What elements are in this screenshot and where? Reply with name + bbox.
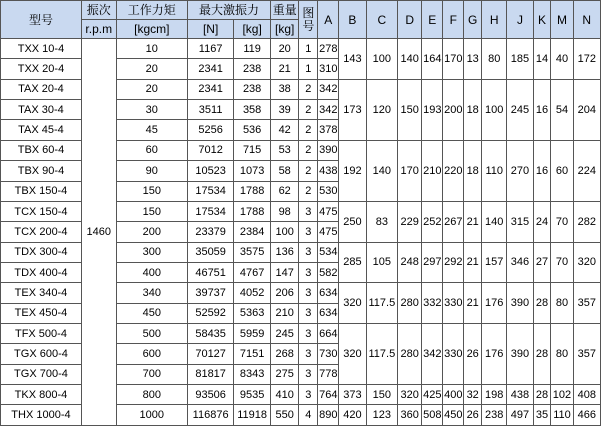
model-cell: TKX 800-4 xyxy=(1,385,82,405)
model-cell: THX 1000-4 xyxy=(1,405,82,426)
dim-J-cell: 497 xyxy=(507,405,533,426)
header-weight-unit: [kg] xyxy=(271,20,299,39)
dim-G-cell: 21 xyxy=(464,283,482,324)
dim-B-cell: 173 xyxy=(339,79,366,140)
model-cell: TGX 700-4 xyxy=(1,364,82,384)
dim-F-cell: 292 xyxy=(443,242,464,283)
dim-H-cell: 100 xyxy=(482,79,507,140)
header-dim-A: A xyxy=(318,1,339,39)
dim-E-cell: 508 xyxy=(422,405,443,426)
dim-A-cell: 342 xyxy=(318,100,339,120)
figure-cell: 2 xyxy=(299,120,318,140)
dim-A-cell: 634 xyxy=(318,283,339,303)
force-n-cell: 2341 xyxy=(188,79,234,99)
weight-cell: 210 xyxy=(271,303,299,323)
figure-cell: 4 xyxy=(299,405,318,426)
model-cell: TXX 20-4 xyxy=(1,59,82,79)
rpm-value-cell: 1460 xyxy=(81,39,116,426)
header-dim-K: K xyxy=(533,1,551,39)
dim-D-cell: 248 xyxy=(398,242,422,283)
working-moment-cell: 150 xyxy=(116,201,187,221)
dim-C-cell: 117.5 xyxy=(366,283,398,324)
dim-C-cell: 83 xyxy=(366,201,398,242)
model-cell: TAX 20-4 xyxy=(1,79,82,99)
dim-K-cell: 28 xyxy=(533,385,551,405)
working-moment-cell: 600 xyxy=(116,344,187,364)
force-n-cell: 10523 xyxy=(188,161,234,181)
dim-C-cell: 105 xyxy=(366,242,398,283)
weight-cell: 410 xyxy=(271,385,299,405)
dim-E-cell: 297 xyxy=(422,242,443,283)
weight-cell: 268 xyxy=(271,344,299,364)
dim-A-cell: 890 xyxy=(318,405,339,426)
force-n-cell: 23379 xyxy=(188,222,234,242)
dim-A-cell: 534 xyxy=(318,242,339,262)
weight-cell: 42 xyxy=(271,120,299,140)
weight-cell: 58 xyxy=(271,161,299,181)
dim-E-cell: 252 xyxy=(422,201,443,242)
table-row xyxy=(1,39,601,59)
dim-G-cell: 18 xyxy=(464,140,482,201)
dim-D-cell: 229 xyxy=(398,201,422,242)
dim-G-cell: 18 xyxy=(464,79,482,140)
header-dim-E: E xyxy=(422,1,443,39)
dim-A-cell: 634 xyxy=(318,303,339,323)
dim-F-cell: 200 xyxy=(443,79,464,140)
model-cell: TAX 45-4 xyxy=(1,120,82,140)
dim-E-cell: 193 xyxy=(422,79,443,140)
force-n-cell: 3511 xyxy=(188,100,234,120)
model-cell: TFX 500-4 xyxy=(1,324,82,344)
dim-B-cell: 143 xyxy=(339,39,366,80)
working-moment-cell: 10 xyxy=(116,39,187,59)
dim-N-cell: 357 xyxy=(573,324,600,385)
weight-cell: 21 xyxy=(271,59,299,79)
dim-N-cell: 466 xyxy=(573,405,600,426)
figure-cell: 3 xyxy=(299,222,318,242)
header-max-force-unit-n: [N] xyxy=(188,20,234,39)
force-n-cell: 70127 xyxy=(188,344,234,364)
dim-H-cell: 80 xyxy=(482,39,507,80)
dim-B-cell: 250 xyxy=(339,201,366,242)
force-n-cell: 17534 xyxy=(188,201,234,221)
dim-C-cell: 100 xyxy=(366,39,398,80)
weight-cell: 206 xyxy=(271,283,299,303)
dim-M-cell: 70 xyxy=(551,242,573,283)
dim-D-cell: 170 xyxy=(398,140,422,201)
header-working-moment-unit: [kgcm] xyxy=(116,20,187,39)
dim-K-cell: 24 xyxy=(533,201,551,242)
dim-E-cell: 210 xyxy=(422,140,443,201)
figure-cell: 2 xyxy=(299,161,318,181)
dim-N-cell: 357 xyxy=(573,283,600,324)
dim-K-cell: 28 xyxy=(533,283,551,324)
force-kg-cell: 7151 xyxy=(234,344,271,364)
header-figure-label: 图号 xyxy=(302,5,315,33)
figure-cell: 3 xyxy=(299,385,318,405)
dim-A-cell: 438 xyxy=(318,161,339,181)
dim-B-cell: 285 xyxy=(339,242,366,283)
dim-A-cell: 764 xyxy=(318,385,339,405)
working-moment-cell: 200 xyxy=(116,222,187,242)
force-kg-cell: 4052 xyxy=(234,283,271,303)
header-dim-J: J xyxy=(507,1,533,39)
dim-E-cell: 332 xyxy=(422,283,443,324)
working-moment-cell: 30 xyxy=(116,100,187,120)
dim-K-cell: 27 xyxy=(533,242,551,283)
dim-D-cell: 360 xyxy=(398,405,422,426)
model-cell: TGX 600-4 xyxy=(1,344,82,364)
dim-A-cell: 582 xyxy=(318,262,339,282)
dim-A-cell: 278 xyxy=(318,39,339,59)
dim-H-cell: 176 xyxy=(482,283,507,324)
dim-J-cell: 438 xyxy=(507,385,533,405)
header-dim-B: B xyxy=(339,1,366,39)
dim-K-cell: 16 xyxy=(533,79,551,140)
dim-J-cell: 390 xyxy=(507,283,533,324)
force-n-cell: 52592 xyxy=(188,303,234,323)
weight-cell: 53 xyxy=(271,140,299,160)
dim-F-cell: 400 xyxy=(443,385,464,405)
force-kg-cell: 238 xyxy=(234,59,271,79)
dim-G-cell: 13 xyxy=(464,39,482,80)
dim-B-cell: 192 xyxy=(339,140,366,201)
model-cell: TAX 30-4 xyxy=(1,100,82,120)
dim-B-cell: 320 xyxy=(339,324,366,385)
header-max-force: 最大激振力 xyxy=(188,1,271,20)
figure-cell: 3 xyxy=(299,262,318,282)
dim-J-cell: 270 xyxy=(507,140,533,201)
header-dim-F: F xyxy=(443,1,464,39)
force-kg-cell: 1073 xyxy=(234,161,271,181)
dim-D-cell: 320 xyxy=(398,385,422,405)
force-n-cell: 35059 xyxy=(188,242,234,262)
weight-cell: 275 xyxy=(271,364,299,384)
dim-J-cell: 346 xyxy=(507,242,533,283)
dim-G-cell: 21 xyxy=(464,201,482,242)
header-figure xyxy=(299,1,318,39)
figure-cell: 2 xyxy=(299,181,318,201)
dim-C-cell: 140 xyxy=(366,140,398,201)
dim-A-cell: 664 xyxy=(318,324,339,344)
force-n-cell: 93506 xyxy=(188,385,234,405)
model-cell: TDX 300-4 xyxy=(1,242,82,262)
force-kg-cell: 5959 xyxy=(234,324,271,344)
model-cell: TXX 10-4 xyxy=(1,39,82,59)
figure-cell: 1 xyxy=(299,59,318,79)
dim-C-cell: 117.5 xyxy=(366,324,398,385)
force-kg-cell: 715 xyxy=(234,140,271,160)
force-kg-cell: 3575 xyxy=(234,242,271,262)
model-cell: TBX 90-4 xyxy=(1,161,82,181)
weight-cell: 100 xyxy=(271,222,299,242)
dim-M-cell: 102 xyxy=(551,385,573,405)
dim-G-cell: 26 xyxy=(464,324,482,385)
force-kg-cell: 8343 xyxy=(234,364,271,384)
working-moment-cell: 20 xyxy=(116,79,187,99)
header-weight: 重量 xyxy=(271,1,299,20)
dim-G-cell: 26 xyxy=(464,405,482,426)
working-moment-cell: 90 xyxy=(116,161,187,181)
force-kg-cell: 9535 xyxy=(234,385,271,405)
working-moment-cell: 60 xyxy=(116,140,187,160)
force-kg-cell: 1788 xyxy=(234,201,271,221)
dim-J-cell: 245 xyxy=(507,79,533,140)
dim-C-cell: 150 xyxy=(366,385,398,405)
dim-M-cell: 110 xyxy=(551,405,573,426)
force-kg-cell: 2384 xyxy=(234,222,271,242)
force-kg-cell: 1788 xyxy=(234,181,271,201)
working-moment-cell: 20 xyxy=(116,59,187,79)
dim-K-cell: 16 xyxy=(533,140,551,201)
dim-F-cell: 170 xyxy=(443,39,464,80)
working-moment-cell: 450 xyxy=(116,303,187,323)
dim-N-cell: 204 xyxy=(573,79,600,140)
dim-G-cell: 21 xyxy=(464,242,482,283)
header-model: 型号 xyxy=(1,1,82,39)
force-n-cell: 5256 xyxy=(188,120,234,140)
figure-cell: 3 xyxy=(299,303,318,323)
force-n-cell: 116876 xyxy=(188,405,234,426)
dim-A-cell: 730 xyxy=(318,344,339,364)
figure-cell: 2 xyxy=(299,100,318,120)
dim-A-cell: 310 xyxy=(318,59,339,79)
figure-cell: 3 xyxy=(299,364,318,384)
header-rpm: 振次 xyxy=(81,1,116,20)
figure-cell: 1 xyxy=(299,39,318,59)
dim-F-cell: 450 xyxy=(443,405,464,426)
dim-B-cell: 373 xyxy=(339,385,366,405)
dim-M-cell: 80 xyxy=(551,283,573,324)
figure-cell: 3 xyxy=(299,242,318,262)
dim-B-cell: 420 xyxy=(339,405,366,426)
dim-E-cell: 164 xyxy=(422,39,443,80)
header-rpm-unit: r.p.m xyxy=(81,20,116,39)
dim-H-cell: 176 xyxy=(482,324,507,385)
force-n-cell: 17534 xyxy=(188,181,234,201)
figure-cell: 2 xyxy=(299,79,318,99)
dim-N-cell: 282 xyxy=(573,201,600,242)
header-dim-N: N xyxy=(573,1,600,39)
dim-J-cell: 185 xyxy=(507,39,533,80)
model-cell: TBX 60-4 xyxy=(1,140,82,160)
model-cell: TCX 200-4 xyxy=(1,222,82,242)
working-moment-cell: 1000 xyxy=(116,405,187,426)
dim-A-cell: 390 xyxy=(318,140,339,160)
working-moment-cell: 500 xyxy=(116,324,187,344)
dim-N-cell: 320 xyxy=(573,242,600,283)
dim-K-cell: 35 xyxy=(533,405,551,426)
header-max-force-unit-kg: [kg] xyxy=(234,20,271,39)
working-moment-cell: 300 xyxy=(116,242,187,262)
dim-K-cell: 14 xyxy=(533,39,551,80)
force-kg-cell: 536 xyxy=(234,120,271,140)
dim-B-cell: 320 xyxy=(339,283,366,324)
dim-F-cell: 330 xyxy=(443,283,464,324)
working-moment-cell: 400 xyxy=(116,262,187,282)
force-kg-cell: 119 xyxy=(234,39,271,59)
dim-D-cell: 140 xyxy=(398,39,422,80)
dim-M-cell: 70 xyxy=(551,201,573,242)
dim-N-cell: 408 xyxy=(573,385,600,405)
force-kg-cell: 358 xyxy=(234,100,271,120)
model-cell: TEX 340-4 xyxy=(1,283,82,303)
force-n-cell: 2341 xyxy=(188,59,234,79)
dim-N-cell: 172 xyxy=(573,39,600,80)
force-n-cell: 7012 xyxy=(188,140,234,160)
force-n-cell: 58435 xyxy=(188,324,234,344)
dim-D-cell: 280 xyxy=(398,283,422,324)
header-working-moment: 工作力矩 xyxy=(116,1,187,20)
dim-A-cell: 530 xyxy=(318,181,339,201)
dim-G-cell: 32 xyxy=(464,385,482,405)
dim-E-cell: 342 xyxy=(422,324,443,385)
force-kg-cell: 11918 xyxy=(234,405,271,426)
working-moment-cell: 700 xyxy=(116,364,187,384)
dim-H-cell: 110 xyxy=(482,140,507,201)
figure-cell: 2 xyxy=(299,140,318,160)
spec-table-body xyxy=(1,39,601,426)
dim-M-cell: 40 xyxy=(551,39,573,80)
model-cell: TCX 150-4 xyxy=(1,201,82,221)
working-moment-cell: 45 xyxy=(116,120,187,140)
force-n-cell: 46751 xyxy=(188,262,234,282)
weight-cell: 550 xyxy=(271,405,299,426)
dim-D-cell: 280 xyxy=(398,324,422,385)
dim-A-cell: 378 xyxy=(318,120,339,140)
header-dim-G: G xyxy=(464,1,482,39)
weight-cell: 245 xyxy=(271,324,299,344)
header-dim-D: D xyxy=(398,1,422,39)
figure-cell: 3 xyxy=(299,324,318,344)
dim-J-cell: 390 xyxy=(507,324,533,385)
force-n-cell: 1167 xyxy=(188,39,234,59)
model-cell: TEX 450-4 xyxy=(1,303,82,323)
weight-cell: 98 xyxy=(271,201,299,221)
dim-K-cell: 28 xyxy=(533,324,551,385)
working-moment-cell: 800 xyxy=(116,385,187,405)
working-moment-cell: 150 xyxy=(116,181,187,201)
weight-cell: 136 xyxy=(271,242,299,262)
dim-H-cell: 140 xyxy=(482,201,507,242)
dim-F-cell: 220 xyxy=(443,140,464,201)
working-moment-cell: 340 xyxy=(116,283,187,303)
dim-C-cell: 123 xyxy=(366,405,398,426)
header-dim-C: C xyxy=(366,1,398,39)
dim-H-cell: 238 xyxy=(482,405,507,426)
force-kg-cell: 238 xyxy=(234,79,271,99)
header-dim-M: M xyxy=(551,1,573,39)
dim-D-cell: 150 xyxy=(398,79,422,140)
dim-N-cell: 224 xyxy=(573,140,600,201)
weight-cell: 147 xyxy=(271,262,299,282)
dim-A-cell: 475 xyxy=(318,201,339,221)
figure-cell: 3 xyxy=(299,283,318,303)
figure-cell: 3 xyxy=(299,344,318,364)
weight-cell: 38 xyxy=(271,79,299,99)
weight-cell: 20 xyxy=(271,39,299,59)
dim-H-cell: 198 xyxy=(482,385,507,405)
model-cell: TDX 400-4 xyxy=(1,262,82,282)
dim-M-cell: 80 xyxy=(551,324,573,385)
force-kg-cell: 4767 xyxy=(234,262,271,282)
force-kg-cell: 5363 xyxy=(234,303,271,323)
dim-J-cell: 315 xyxy=(507,201,533,242)
force-n-cell: 39737 xyxy=(188,283,234,303)
dim-A-cell: 475 xyxy=(318,222,339,242)
figure-cell: 3 xyxy=(299,201,318,221)
header-dim-H: H xyxy=(482,1,507,39)
force-n-cell: 81817 xyxy=(188,364,234,384)
weight-cell: 39 xyxy=(271,100,299,120)
model-cell: TBX 150-4 xyxy=(1,181,82,201)
dim-F-cell: 330 xyxy=(443,324,464,385)
dim-E-cell: 425 xyxy=(422,385,443,405)
dim-A-cell: 778 xyxy=(318,364,339,384)
dim-F-cell: 267 xyxy=(443,201,464,242)
weight-cell: 62 xyxy=(271,181,299,201)
dim-C-cell: 120 xyxy=(366,79,398,140)
dim-H-cell: 157 xyxy=(482,242,507,283)
dim-A-cell: 342 xyxy=(318,79,339,99)
dim-M-cell: 60 xyxy=(551,140,573,201)
dim-M-cell: 54 xyxy=(551,79,573,140)
